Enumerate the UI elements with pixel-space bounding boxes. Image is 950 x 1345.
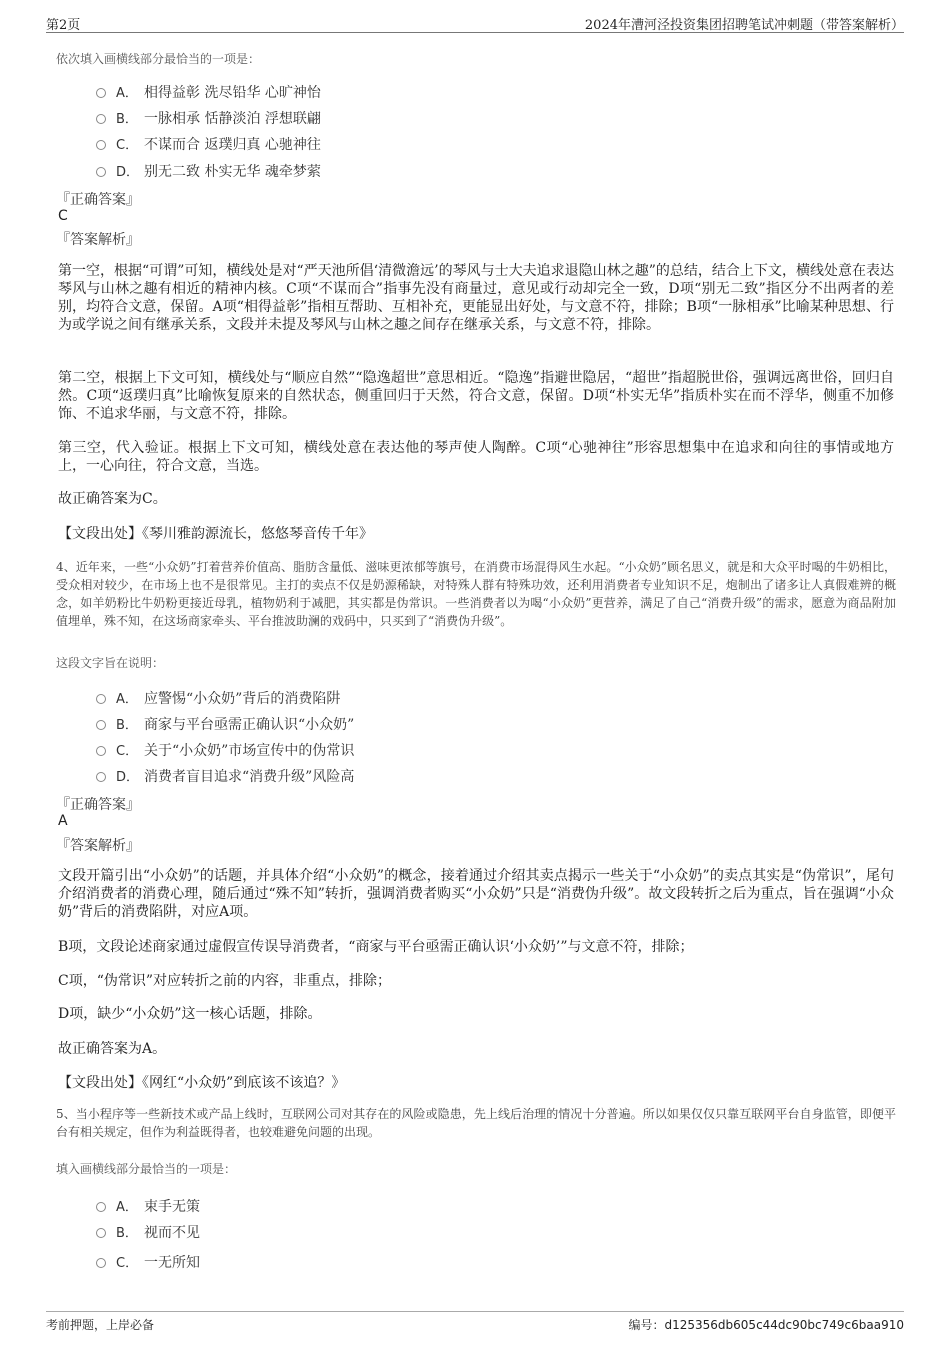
q5-prompt: 填入画横线部分最恰当的一项是： — [56, 1162, 237, 1176]
option-letter: B． — [116, 1226, 138, 1241]
footer-serial: 编号：d125356db605c44dc90bc749c6baa910 — [628, 1318, 904, 1332]
q3-prompt: 依次填入画横线部分最恰当的一项是： — [56, 52, 261, 66]
q4-analysis-conclusion: 故正确答案为A。 — [58, 1041, 167, 1057]
q5-option-b[interactable] — [96, 1222, 200, 1242]
q5-option-c[interactable] — [96, 1252, 200, 1272]
q3-analysis-paragraph: 第一空，根据“可谓”可知，横线处是对“严天池所倡‘清微澹远’的琴风与士大夫追求退隐山林之趣”的总结，结合上下文，横线处意在表达琴风与山林之趣有相近的精神内核。C项“不谋而合”指事先没有商量过，意见或行动却完全一致，D项“别无二致”指区分不出两者的差别，均符合文意，保留。A项“相得益彰”指相互帮助、互相补充，更能显出好处，与文意不符，排除；B项“一脉相承”比喻某种思想、行为或学说之间有继承关系，文段并未提及琴风与山林之趣之间存在继承关系，与文意不符，排除。 — [58, 263, 894, 333]
option-text: 商家与平台亟需正确认识“小众奶” — [144, 717, 355, 733]
q3-analysis-tag: 『答案解析』 — [56, 232, 140, 248]
q5-stem: 5、当小程序等一些新技术或产品上线时，互联网公司对其存在的风险或隐患，先上线后治理的情况十分普遍。所以如果仅仅只靠互联网平台自身监管，即便平台有相关规定，但作为利益既得者，也较难避免问题的出现。 — [56, 1107, 896, 1139]
q3-answer: C — [58, 208, 68, 224]
q4-analysis-tag: 『答案解析』 — [56, 838, 140, 854]
option-text: 视而不见 — [144, 1225, 200, 1241]
option-letter: A． — [116, 1200, 138, 1215]
q4-option-a[interactable] — [96, 688, 340, 708]
option-text: 相得益彰 洗尽铅华 心旷神怡 — [144, 85, 321, 101]
q4-analysis-paragraph: D项，缺少“小众奶”这一核心话题，排除。 — [58, 1006, 322, 1022]
option-letter: C． — [116, 744, 139, 759]
radio-icon[interactable] — [96, 772, 106, 782]
radio-icon[interactable] — [96, 167, 106, 177]
q4-analysis-paragraph: 文段开篇引出“小众奶”的话题，并具体介绍“小众奶”的概念，接着通过介绍其卖点揭示一些关于“小众奶”的卖点其实是“伪常识”，尾句介绍消费者的消费心理，随后通过“殊不知”转折，强调消费者购买“小众奶”只是“消费伪升级”。故文段转折之后为重点，旨在强调“小众奶”背后的消费陷阱，对应A项。 — [58, 868, 894, 920]
q4-analysis-paragraph: C项，“伪常识”对应转折之前的内容，非重点，排除； — [58, 973, 392, 989]
option-text: 束手无策 — [144, 1199, 200, 1215]
page-header — [46, 12, 904, 33]
option-letter: C． — [116, 1256, 139, 1271]
option-text: 消费者盲目追求“消费升级”风险高 — [144, 769, 355, 785]
radio-icon[interactable] — [96, 1202, 106, 1212]
q4-stem: 4、近年来，一些“小众奶”打着营养价值高、脂肪含量低、滋味更浓郁等旗号，在消费市场混得风生水起。“小众奶”顾名思义，就是和大众平时喝的牛奶相比，受众相对较少，在市场上也不是很常见。主打的卖点不仅是奶源稀缺，对特殊人群有特殊功效，还利用消费者专业知识不足，炮制出了诸多让人真假难辨的概念，如羊奶粉比牛奶粉更接近母乳，植物奶利于减肥，其实都是伪常识。一些消费者以为喝“小众奶”更营养，满足了自己“消费升级”的需求，愿意为商品附加值埋单，殊不知，在这场商家牵头、平台推波助澜的戏码中，只买到了“消费伪升级”。 — [56, 560, 896, 628]
q3-option-a[interactable] — [96, 82, 321, 102]
option-text: 别无二致 朴实无华 魂牵梦萦 — [144, 164, 321, 180]
radio-icon[interactable] — [96, 140, 106, 150]
q4-source: 【文段出处】《网红“小众奶”到底该不该追？》 — [58, 1075, 346, 1091]
q4-option-c[interactable] — [96, 740, 354, 760]
radio-icon[interactable] — [96, 1258, 106, 1268]
q3-analysis-paragraph: 第二空，根据上下文可知，横线处与“顺应自然”“隐逸超世”意思相近。“隐逸”指避世隐居，“超世”指超脱世俗，强调远离世俗，回归自然。C项“返璞归真”比喻恢复原来的自然状态，侧重回归于天然，符合文意，保留。D项“朴实无华”指质朴实在而不浮华，侧重不加修饰、不追求华丽，与文意不符，排除。 — [58, 370, 894, 422]
option-letter: D． — [116, 770, 140, 785]
q4-answer-tag: 『正确答案』 — [56, 797, 140, 813]
radio-icon[interactable] — [96, 88, 106, 98]
q3-answer-tag: 『正确答案』 — [56, 192, 140, 208]
page-number: 第2页 — [46, 18, 81, 33]
radio-icon[interactable] — [96, 694, 106, 704]
option-letter: A． — [116, 86, 138, 101]
option-letter: D． — [116, 165, 140, 180]
q3-analysis-conclusion: 故正确答案为C。 — [58, 491, 167, 507]
option-text: 一脉相承 恬静淡泊 浮想联翩 — [144, 111, 321, 127]
q3-source: 【文段出处】《琴川雅韵源流长，悠悠琴音传千年》 — [58, 526, 373, 542]
option-text: 不谋而合 返璞归真 心驰神往 — [144, 137, 321, 153]
radio-icon[interactable] — [96, 1228, 106, 1238]
document-title: 2024年漕河泾投资集团招聘笔试冲刺题（带答案解析） — [584, 18, 904, 33]
q5-option-a[interactable] — [96, 1196, 200, 1216]
radio-icon[interactable] — [96, 114, 106, 124]
page-footer — [46, 1311, 904, 1334]
q3-option-b[interactable] — [96, 108, 321, 128]
q4-option-d[interactable] — [96, 766, 354, 786]
option-text: 应警惕“小众奶”背后的消费陷阱 — [144, 691, 341, 707]
q3-option-c[interactable] — [96, 134, 321, 154]
q4-prompt: 这段文字旨在说明： — [56, 656, 165, 670]
option-letter: A． — [116, 692, 138, 707]
option-letter: B． — [116, 112, 138, 127]
option-letter: C． — [116, 138, 139, 153]
q3-option-d[interactable] — [96, 161, 321, 181]
option-text: 一无所知 — [144, 1255, 200, 1271]
option-text: 关于“小众奶”市场宣传中的伪常识 — [144, 743, 355, 759]
q4-analysis-paragraph: B项，文段论述商家通过虚假宣传误导消费者，“商家与平台亟需正确认识‘小众奶’”与文意不符，排除； — [58, 939, 694, 955]
option-letter: B． — [116, 718, 138, 733]
q4-answer: A — [58, 813, 68, 829]
q3-analysis-paragraph: 第三空，代入验证。根据上下文可知，横线处意在表达他的琴声使人陶醉。C项“心驰神往”形容思想集中在追求和向往的事情或地方上，一心向往，符合文意，当选。 — [58, 440, 894, 474]
radio-icon[interactable] — [96, 720, 106, 730]
footer-slogan: 考前押题，上岸必备 — [46, 1318, 155, 1332]
q4-option-b[interactable] — [96, 714, 354, 734]
radio-icon[interactable] — [96, 746, 106, 756]
